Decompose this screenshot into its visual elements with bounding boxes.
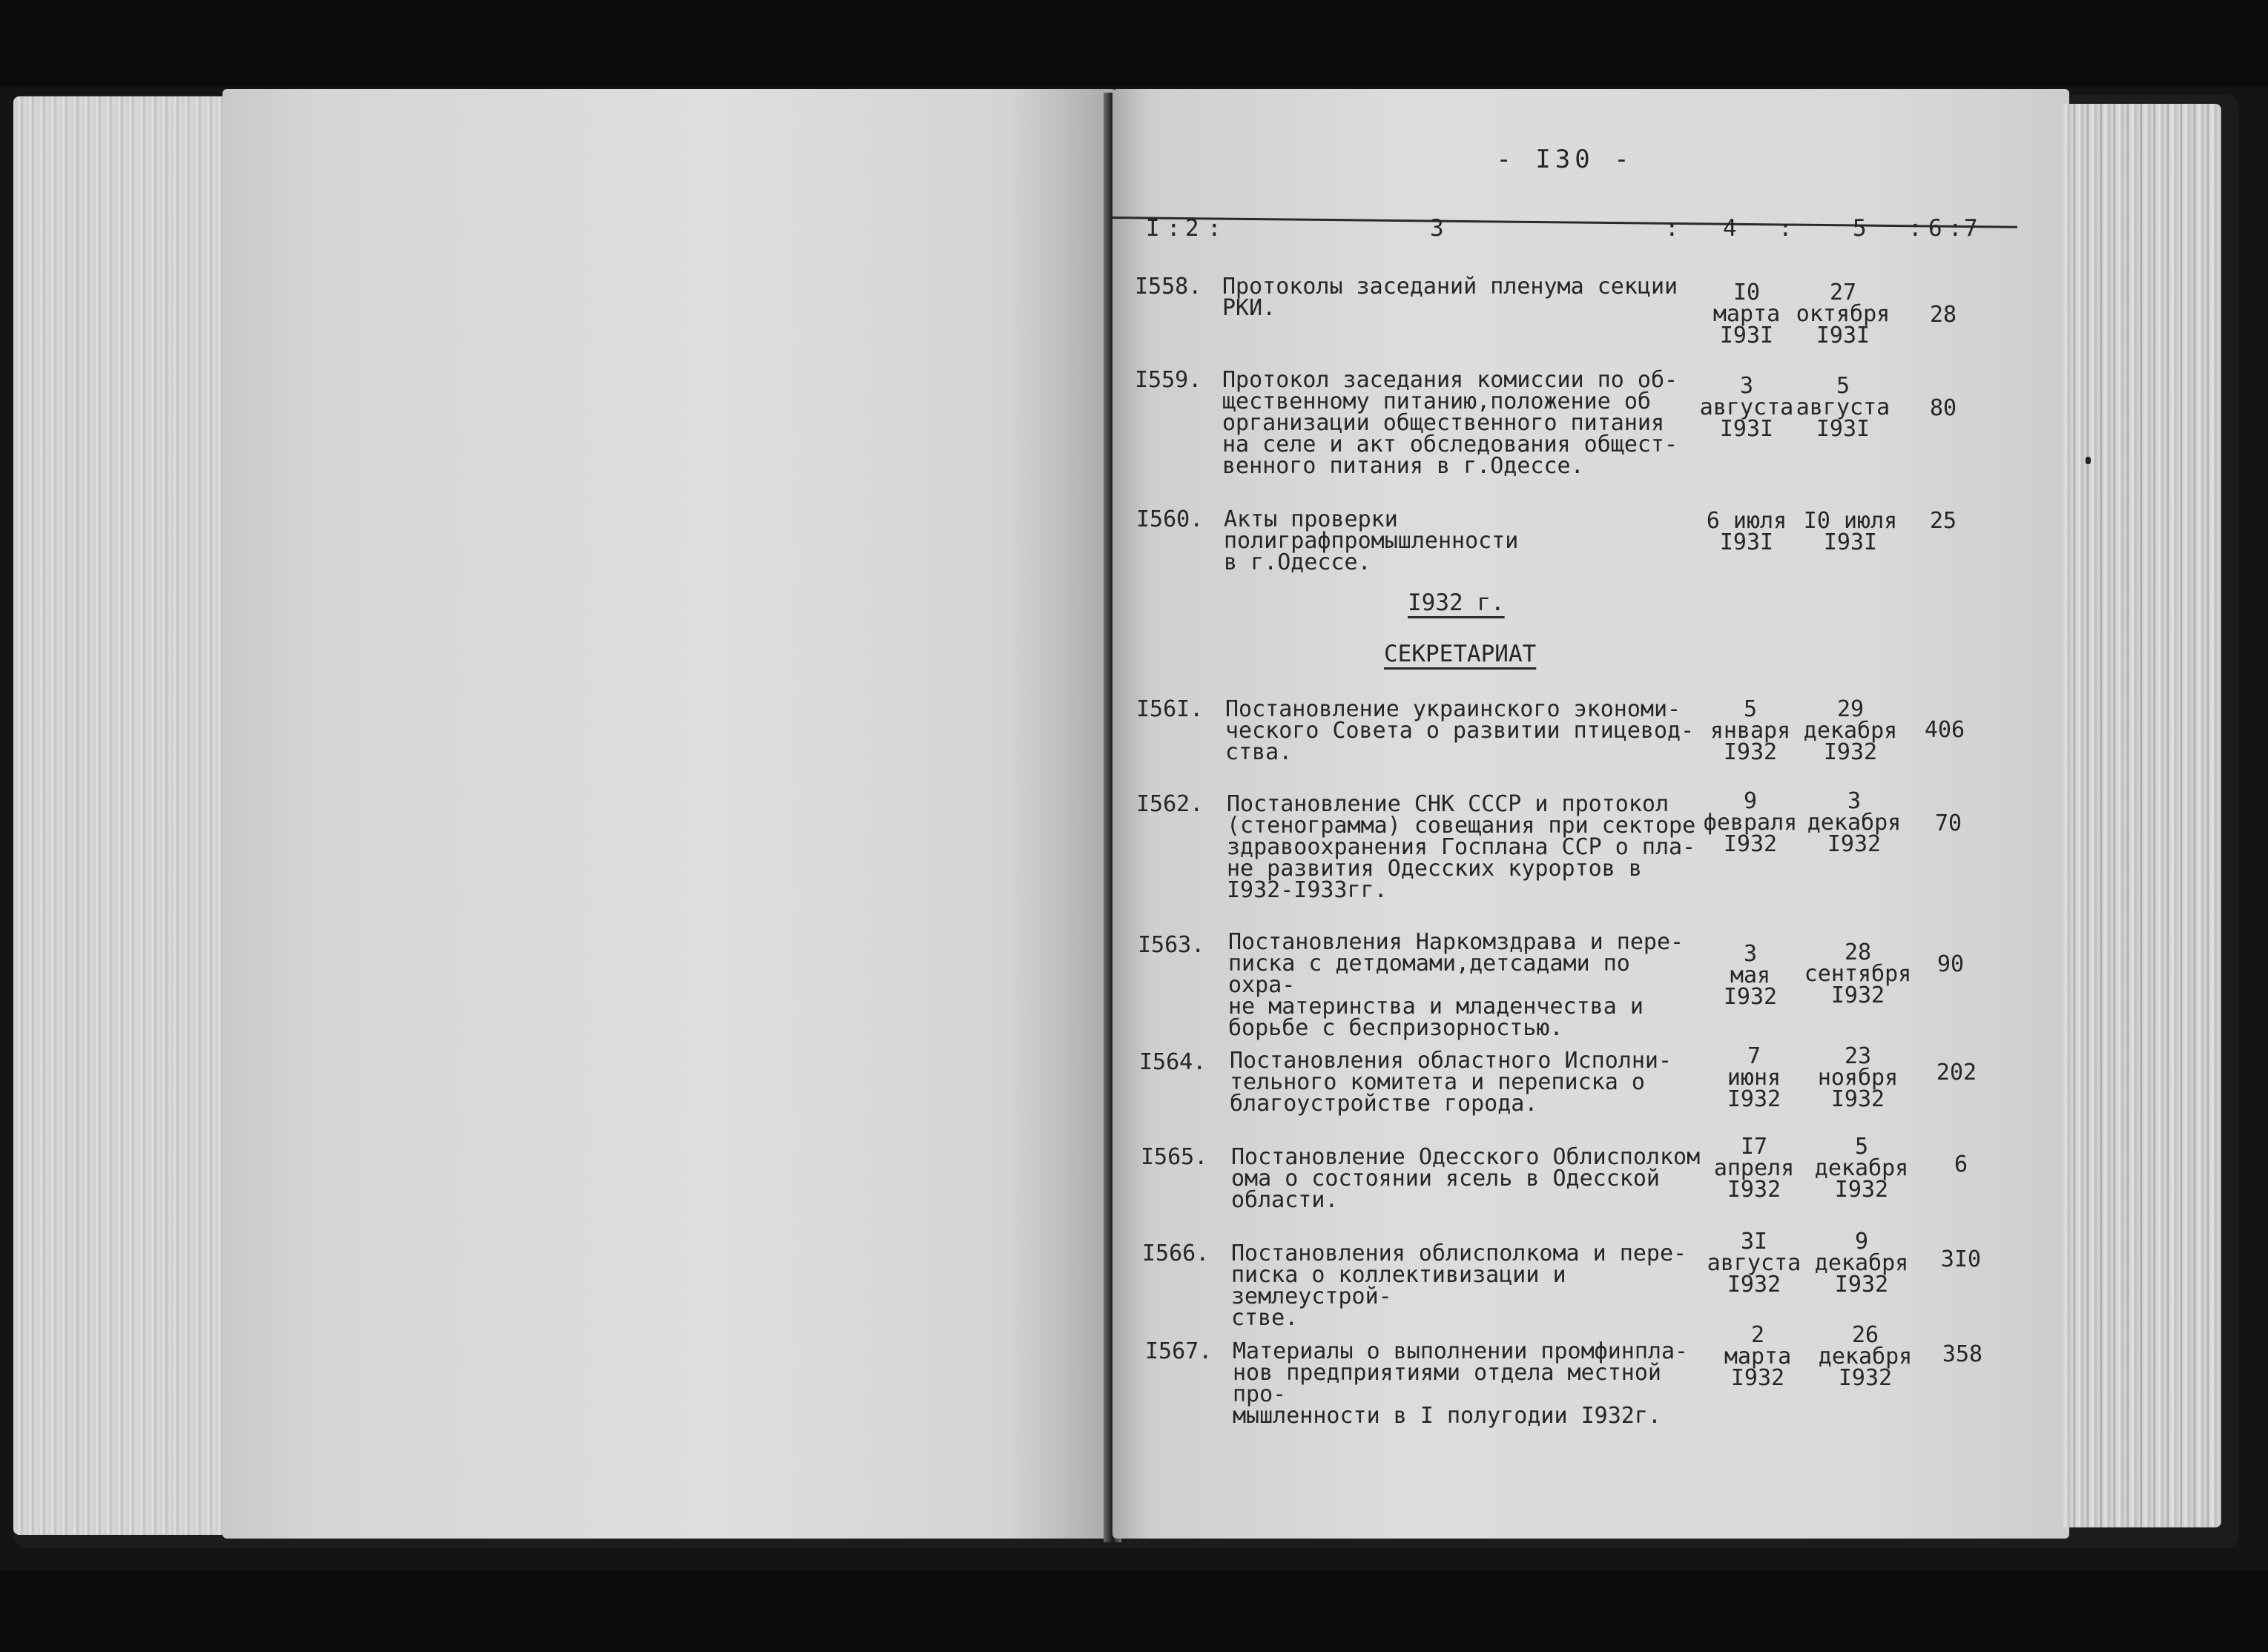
column-separator: : [1207, 215, 1222, 242]
entry-number: I565. [1141, 1144, 1208, 1170]
entry-title: Постановление Одесского Облисполком ома о состоянии ясель в Одесской области. [1231, 1144, 1701, 1213]
entry-start-date: 7 июня I932 [1727, 1043, 1781, 1112]
entry-sheet-count: 3I0 [1940, 1246, 1982, 1272]
column-header-5: 5 [1853, 215, 1867, 242]
column-separator: : [1167, 215, 1181, 242]
entry-number: I562. [1136, 791, 1204, 817]
entry-title: Материалы о выполнении промфинпла- нов предприятиями отдела местной про- мышленности в I полугодии I932г. [1233, 1338, 1689, 1429]
entry-end-date: 9 декабря I932 [1814, 1229, 1909, 1298]
entry-number: I559. [1135, 367, 1202, 393]
left-page [222, 89, 1116, 1539]
entry-sheet-count: 70 [1934, 810, 1962, 836]
entry-end-date: 5 декабря I932 [1814, 1134, 1909, 1203]
entry-title: Постановления областного Исполни- тельного комитета и переписка о благоустройстве города. [1230, 1048, 1672, 1117]
column-header-2: 2 [1185, 215, 1199, 242]
entry-end-date: 27 октября I93I [1796, 280, 1890, 348]
entry-number: I567. [1145, 1338, 1213, 1364]
ink-mark [2086, 457, 2091, 464]
entry-number: I564. [1139, 1049, 1207, 1075]
entry-end-date: 26 декабря I932 [1818, 1322, 1913, 1391]
page-number: - I30 - [1496, 145, 1634, 174]
entry-title: Постановления облисполкома и пере- писка о коллективизации и землеустрой- стве. [1231, 1240, 1687, 1331]
entry-start-date: 9 февраля I932 [1703, 788, 1798, 857]
entry-start-date: 5 января I932 [1710, 696, 1791, 765]
entry-sheet-count: 406 [1924, 717, 1965, 743]
right-page-stack [2062, 104, 2221, 1527]
entry-title: Протоколы заседаний пленума секции РКИ. [1222, 274, 1678, 321]
entry-sheet-count: 25 [1929, 508, 1957, 534]
entry-sheet-count: 28 [1929, 302, 1957, 328]
entry-title: Акты проверки полиграфпромышленности в г.Одессе. [1224, 506, 1519, 575]
column-header-1: I [1146, 215, 1160, 242]
entry-number: I563. [1138, 932, 1205, 958]
section-heading: СЕКРЕТАРИАТ [1384, 641, 1537, 667]
column-separator: : [1908, 215, 1922, 242]
entry-sheet-count: 80 [1929, 395, 1957, 421]
entry-start-date: 3I августа I932 [1707, 1229, 1801, 1298]
column-separator: : [1665, 215, 1679, 242]
left-page-stack [13, 96, 251, 1535]
column-header-6: 6 [1928, 215, 1942, 242]
entry-sheet-count: 358 [1942, 1341, 1983, 1367]
entry-title: Протокол заседания комиссии по об- щественному питанию,положение об организации общественного питания на селе и акт обследования общест- венного питания в г.Одессе. [1222, 367, 1678, 479]
entry-end-date: 3 декабря I932 [1807, 788, 1902, 857]
year-heading: I932 г. [1408, 589, 1505, 616]
entry-number: I560. [1136, 506, 1204, 532]
entry-title: Постановление СНК СССР и протокол (стенограмма) совещания при секторе здравоохранения Госплана ССР о пла- не развития Одесских курортов в I932-I933гг. [1227, 791, 1696, 903]
entry-title: Постановление украинского экономи- ческого Совета о развитии птицевод- ства. [1225, 696, 1695, 765]
entry-number: I566. [1142, 1240, 1210, 1266]
entry-end-date: 5 августа I93I [1796, 373, 1890, 442]
entry-title: Постановления Наркомздрава и пере- писка с детдомами,детсадами по охра- не материнства и младенчества и борьбе с беспризорностью. [1228, 929, 1684, 1041]
entry-start-date: 6 июля I93I [1706, 508, 1787, 555]
entry-number: I558. [1135, 274, 1202, 300]
column-header-7: 7 [1964, 215, 1978, 242]
entry-end-date: I0 июля I93I [1803, 508, 1898, 555]
entry-number: I56I. [1136, 696, 1204, 722]
entry-sheet-count: 202 [1936, 1060, 1977, 1086]
entry-start-date: 2 марта I932 [1724, 1322, 1792, 1391]
column-header-3: 3 [1430, 215, 1444, 242]
entry-end-date: 28 сентября I932 [1804, 939, 1912, 1008]
entry-start-date: 3 мая I932 [1723, 941, 1778, 1010]
entry-end-date: 23 ноября I932 [1817, 1043, 1899, 1112]
column-separator: : [1948, 215, 1962, 242]
entry-sheet-count: 90 [1936, 951, 1965, 977]
column-separator: : [1779, 215, 1793, 242]
entry-end-date: 29 декабря I932 [1803, 696, 1898, 765]
entry-start-date: I7 апреля I932 [1713, 1134, 1795, 1203]
entry-start-date: I0 марта I93I [1712, 280, 1781, 348]
entry-start-date: 3 августа I93I [1699, 373, 1794, 442]
entry-sheet-count: 6 [1954, 1152, 1968, 1177]
column-header-4: 4 [1723, 215, 1737, 242]
